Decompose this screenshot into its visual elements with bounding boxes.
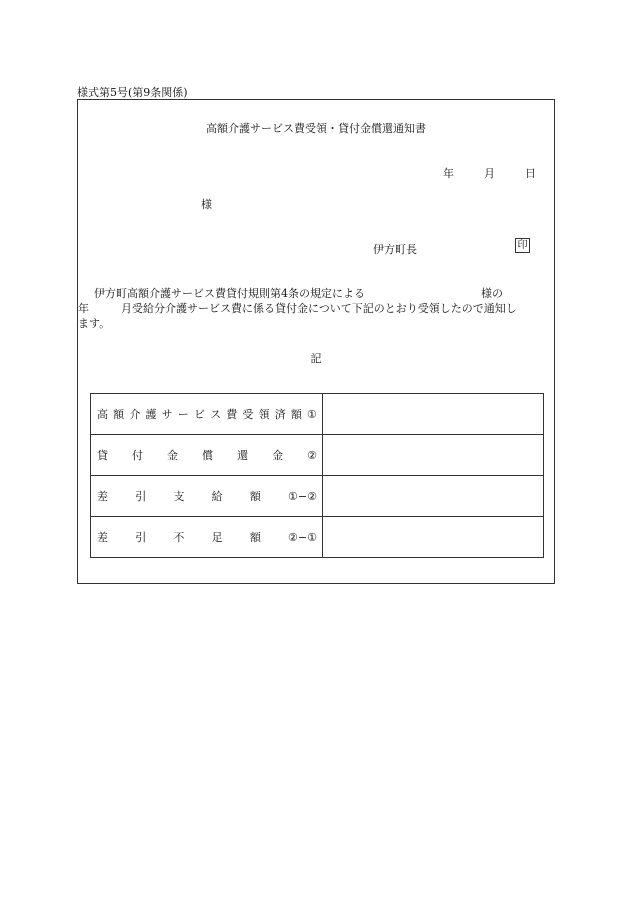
row-label-char: 金: [167, 449, 179, 462]
row-label-char: ②−①: [288, 530, 317, 544]
row-label-cell: [91, 517, 323, 558]
body-line-3: [78, 316, 553, 331]
row-label-char: 償: [202, 449, 214, 462]
amount-value-cell: [323, 476, 544, 517]
row-label-cell: [91, 394, 323, 435]
row-label-char: 足: [211, 531, 223, 544]
row-label-char: ー: [177, 408, 189, 421]
row-label-char: 介: [129, 408, 141, 421]
row-label-char: ①: [307, 407, 317, 421]
notice-frame: [77, 99, 555, 584]
row-label-char: サ: [161, 408, 173, 421]
row-label-char: ①−②: [288, 489, 317, 503]
row-label-cell: [91, 476, 323, 517]
row-label-char: 不: [173, 531, 185, 544]
body-line-1-suffix: 様の: [481, 287, 503, 300]
document-title: 高額介護サービス費受領・貸付金償還通知書: [206, 122, 426, 135]
row-label-char: 額: [249, 531, 261, 544]
row-label-char: ②: [307, 448, 317, 462]
body-line-1: [83, 286, 553, 301]
row-label-char: ビ: [193, 408, 205, 421]
row-label-char: 領: [258, 408, 270, 421]
row-label-char: 引: [135, 531, 147, 544]
table-row: [91, 517, 544, 558]
body-line-2-text: 月受給分介護サービス費に係る貸付金について下記のとおり受領したので通知し: [121, 302, 517, 315]
row-label-char: 金: [272, 449, 284, 462]
row-label-char: 受: [242, 408, 254, 421]
row-label-char: 差: [97, 531, 108, 544]
row-label-char: 支: [173, 490, 185, 503]
row-label: [97, 529, 317, 545]
addressee-honorific: 様: [201, 198, 212, 211]
issuer-title: 伊方町長: [373, 243, 417, 256]
body-line-2-year: 年: [78, 302, 89, 315]
row-label-char: 付: [132, 449, 144, 462]
row-label-char: 差: [97, 490, 108, 503]
row-label: [97, 447, 317, 463]
body-line-2: [78, 301, 553, 316]
date-day-label: 日: [525, 167, 536, 180]
row-label-char: 額: [290, 408, 302, 421]
row-label-char: 高: [97, 408, 108, 421]
table-row: [91, 394, 544, 435]
body-line-3-text: ます。: [78, 317, 111, 330]
row-label-char: 貸: [97, 449, 108, 462]
form-number-label: 様式第5号(第9条関係): [77, 86, 188, 99]
row-label-char: 引: [135, 490, 147, 503]
row-label-char: 済: [274, 408, 286, 421]
notice-body: [78, 286, 553, 331]
date-line: [443, 165, 536, 181]
row-label-char: 費: [226, 408, 238, 421]
body-line-1-text: 伊方町高額介護サービス費貸付規則第4条の規定による: [94, 287, 365, 300]
row-label-char: 額: [249, 490, 261, 503]
row-label-char: ス: [210, 408, 222, 421]
row-label-cell: [91, 435, 323, 476]
seal-mark: 印: [515, 238, 530, 253]
date-month-label: 月: [484, 167, 495, 180]
amount-table: [90, 393, 544, 558]
row-label-char: 護: [145, 408, 157, 421]
table-row: [91, 476, 544, 517]
amount-value-cell: [323, 435, 544, 476]
row-label-char: 還: [237, 449, 249, 462]
row-label: [97, 406, 317, 422]
row-label-char: 額: [113, 408, 125, 421]
row-label-char: 給: [211, 490, 223, 503]
amount-value-cell: [323, 394, 544, 435]
ki-heading: 記: [310, 352, 322, 365]
row-label: [97, 488, 317, 504]
date-year-label: 年: [443, 167, 454, 180]
table-row: [91, 435, 544, 476]
amount-value-cell: [323, 517, 544, 558]
